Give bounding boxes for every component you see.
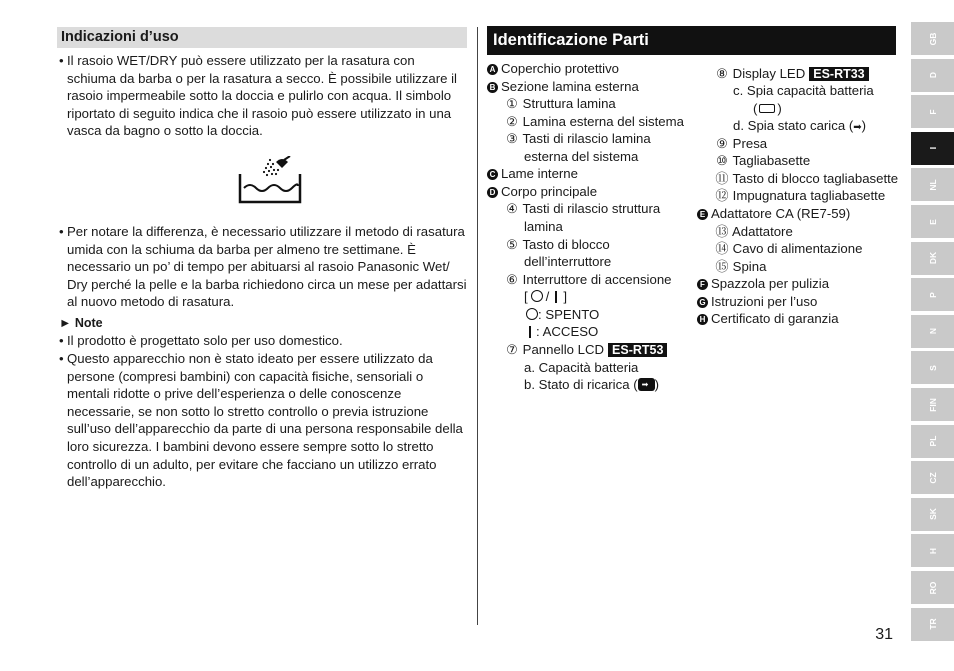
language-tab-h[interactable]	[911, 534, 954, 567]
part-7a: a. Capacità batteria	[524, 360, 639, 375]
letter-marker: F	[697, 279, 708, 290]
part-6: ⑥ Interruttore di accensione	[506, 272, 672, 287]
part-7b: b. Stato di ricarica ( ➡ )	[524, 377, 660, 392]
language-tab-label: D	[927, 72, 938, 79]
bullet: •	[59, 224, 64, 239]
language-tab-label: F	[927, 109, 938, 115]
language-tab-label: NL	[927, 179, 938, 191]
language-tab-fin[interactable]	[911, 388, 954, 421]
on-symbol-icon	[529, 326, 531, 338]
model-badge: ES-RT33	[809, 67, 868, 81]
language-tab-nl[interactable]	[911, 168, 954, 201]
bullet: •	[59, 333, 64, 348]
language-tab-label: P	[927, 291, 938, 298]
off-symbol-icon	[531, 290, 543, 302]
charging-icon: ➡	[638, 378, 655, 391]
part-2: ② Lamina esterna del sistema	[506, 114, 684, 129]
language-tab-label: E	[927, 218, 938, 225]
language-tab-cz[interactable]	[911, 461, 954, 494]
letter-marker: D	[487, 187, 498, 198]
letter-marker: C	[487, 169, 498, 180]
part-11: ⑪ Tasto di blocco tagliabasette	[715, 171, 899, 186]
section-heading-usage	[57, 27, 467, 48]
language-tab-pl[interactable]	[911, 425, 954, 458]
usage-paragraph-1: Il rasoio WET/DRY può essere utilizzato per la rasatura con schiuma da barba o per la rasatura a secco. È possibile utilizzare il rasoio impermeabile sotto la doccia e pulirlo con acqua. Il simbolo riportato di seguito indica che il rasoio può essere utilizzato in una vasca da bagno o sotto la doccia.	[67, 53, 457, 139]
language-tab-label: CZ	[927, 472, 938, 484]
part-E: E Adattatore CA (RE7-59)	[697, 205, 850, 223]
part-4-cont: lamina	[524, 219, 563, 234]
part-F: F Spazzola per pulizia	[697, 275, 829, 293]
usage-heading-text: Indicazioni d’uso	[61, 29, 179, 45]
language-tab-label: FIN	[927, 397, 938, 412]
note-label	[59, 316, 103, 330]
language-tab-label: GB	[927, 32, 938, 45]
part-G: G Istruzioni per l’uso	[697, 293, 817, 311]
language-tab-i[interactable]	[911, 132, 954, 165]
off-symbol-icon	[526, 308, 538, 320]
page-number: 31	[875, 626, 893, 643]
bullet: •	[59, 351, 64, 366]
note-label-text: Note	[74, 316, 103, 330]
part-9: ⑨ Presa	[716, 136, 768, 151]
part-8d: d. Spia stato carica (➡)	[733, 117, 866, 137]
part-3-cont: esterna del sistema	[524, 149, 639, 164]
letter-marker: H	[697, 314, 708, 325]
part-8: ⑧ Display LED ES-RT33	[715, 65, 869, 83]
part-12: ⑫ Impugnatura tagliabasette	[715, 188, 886, 203]
parts-heading-text: Identificazione Parti	[493, 31, 649, 49]
charge-plug-icon: ➡	[853, 122, 862, 133]
part-15: ⑮ Spina	[715, 259, 767, 274]
part-13: ⑬ Adattatore	[715, 224, 793, 239]
off-label: : SPENTO	[526, 306, 599, 324]
letter-marker: B	[487, 82, 498, 93]
part-D: D Corpo principale	[487, 183, 597, 201]
language-tabs	[911, 22, 954, 645]
language-tab-label: PL	[927, 435, 938, 447]
part-C: C Lame interne	[487, 165, 578, 183]
section-heading-parts	[487, 26, 896, 55]
language-tab-gb[interactable]	[911, 22, 954, 55]
letter-marker: E	[697, 209, 708, 220]
column-divider	[477, 27, 478, 625]
part-4: ④ Tasti di rilascio struttura	[506, 201, 661, 216]
part-14: ⑭ Cavo di alimentazione	[715, 241, 863, 256]
bath-shower-icon	[238, 156, 302, 206]
letter-marker: G	[697, 297, 708, 308]
part-1: ① Struttura lamina	[506, 96, 616, 111]
language-tab-label: RO	[927, 581, 938, 594]
part-10: ⑩ Tagliabasette	[716, 153, 811, 168]
bullet: •	[59, 53, 64, 68]
battery-icon	[759, 104, 775, 113]
note-item-1: Il prodotto è progettato solo per uso domestico.	[67, 333, 343, 348]
language-tab-label: N	[927, 328, 938, 335]
language-tab-s[interactable]	[911, 351, 954, 384]
language-tab-d[interactable]	[911, 59, 954, 92]
language-tab-p[interactable]	[911, 278, 954, 311]
language-tab-label: H	[927, 547, 938, 554]
part-8c: c. Spia capacità batteria	[733, 83, 874, 98]
language-tab-label: S	[927, 365, 938, 371]
model-badge: ES-RT53	[608, 343, 667, 357]
part-A: A Coperchio protettivo	[487, 60, 619, 78]
part-8c-icon: ( )	[753, 101, 782, 116]
language-tab-f[interactable]	[911, 95, 954, 128]
note-item-2: Questo apparecchio non è stato ideato per essere utilizzato da persone (compresi bambini) con capacità fisiche, sensoriali o mentali ridotte o prive dell’esperienza o delle conoscenze necessarie, se non sotto lo stretto controllo o previa istruzione sull’uso dell’apparecchio da parte di una persona responsabile della loro sicurezza. I bambini devono essere sempre sotto lo stretto controllo di un adulto, per evitare che facciano un utilizzo errato dell’apparecchio.	[67, 351, 463, 490]
language-tab-tr[interactable]	[911, 608, 954, 641]
language-tab-e[interactable]	[911, 205, 954, 238]
part-H: H Certificato di garanzia	[697, 310, 839, 328]
part-3: ③ Tasti di rilascio lamina	[506, 131, 651, 146]
power-symbols: [ / ]	[524, 289, 568, 304]
language-tab-n[interactable]	[911, 315, 954, 348]
triangle-icon: ►	[59, 316, 72, 330]
language-tab-dk[interactable]	[911, 242, 954, 275]
language-tab-label: SK	[927, 508, 938, 521]
part-7: ⑦ Pannello LCD ES-RT53	[505, 341, 667, 359]
usage-paragraph-2: Per notare la differenza, è necessario utilizzare il metodo di rasatura umida con la schiuma da barba per almeno tre settimane. È necessario un po’ di tempo per abituarsi al rasoio Panasonic Wet/ Dry perché la pelle e la barba richiedono circa un mese per adattarsi al nuovo metodo di rasatura.	[67, 224, 467, 310]
language-tab-label: DK	[927, 251, 938, 265]
part-5: ⑤ Tasto di blocco	[506, 237, 610, 252]
language-tab-sk[interactable]	[911, 498, 954, 531]
part-5-cont: dell’interruttore	[524, 254, 612, 269]
language-tab-label: TR	[927, 618, 938, 630]
language-tab-ro[interactable]	[911, 571, 954, 604]
language-tab-label: I	[927, 147, 938, 150]
letter-marker: A	[487, 64, 498, 75]
on-symbol-icon	[555, 291, 557, 303]
part-B: B Sezione lamina esterna	[487, 78, 639, 96]
on-label: : ACCESO	[529, 323, 598, 341]
